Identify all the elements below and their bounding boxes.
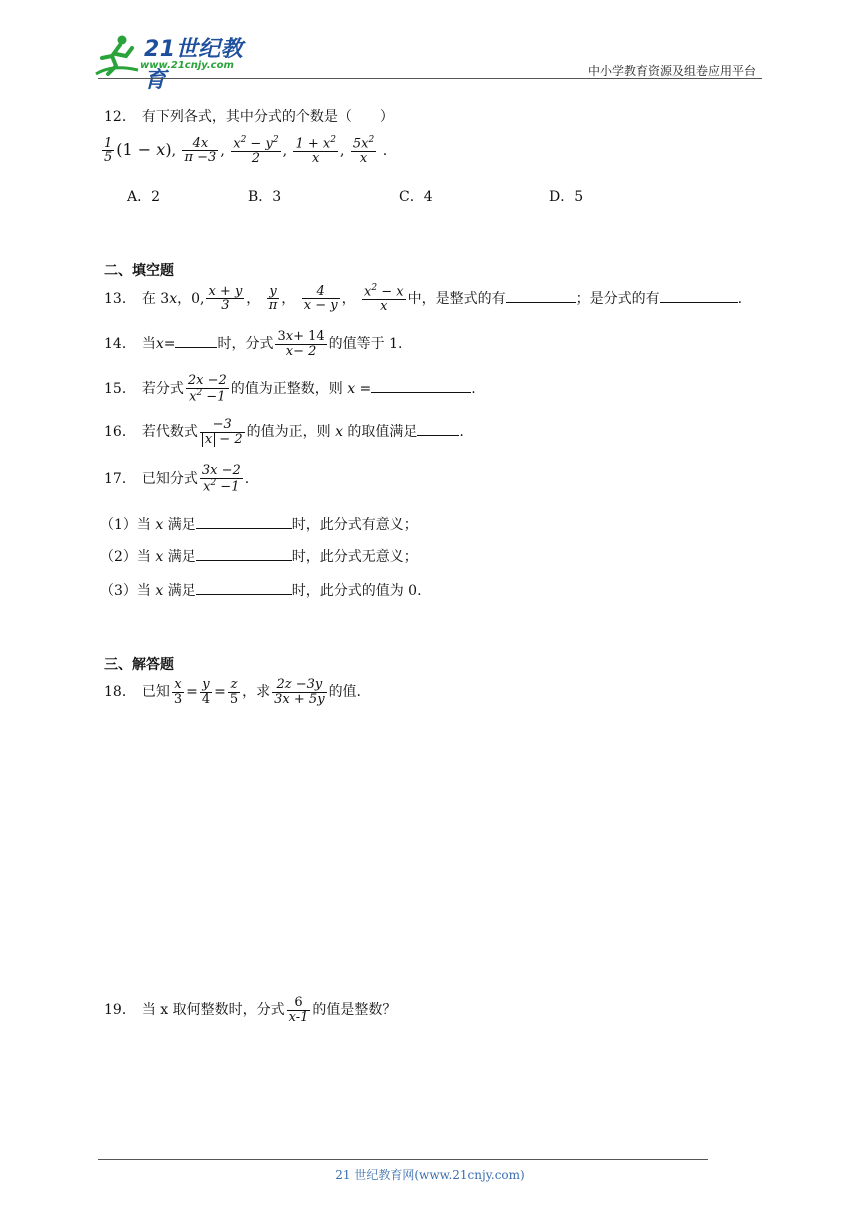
question-16: 16． 若代数式 $\frac{-3}{x - 2}$ 的值为正，则 x 的取值满足 . [104, 417, 464, 447]
answer-blank [371, 380, 471, 393]
answer-blank [506, 290, 576, 303]
question-number: 12． [104, 109, 136, 125]
question-17-part-1: （1）当 x 满足 时，此分式有意义； [100, 517, 418, 533]
question-12 [104, 106, 394, 126]
answer-blank [417, 423, 459, 436]
question-13: 13． 在 3x，0, $\frac{x + y}{3}$ ， $\frac{y}{\pi}$ ， $\frac{4}{x - y}$ ， $\frac{x^2 - x}{x}$ 中，是整式的有 ；是分式的有 . [104, 283, 743, 314]
question-14: 14． 当x= 时，分式 $\frac{3x+ 14}{x- 2}$ 的值等于 1. [104, 329, 403, 359]
option-a: A．2 [127, 189, 161, 205]
answer-blank [175, 335, 217, 348]
section-fill-in: 二、填空题 [104, 263, 174, 279]
question-19: 19． 当 x 取何整数时，分式 $\frac{6}{x-1}$ 的值是整数？ [104, 995, 397, 1025]
question-15: 15． 若分式 $\frac{2x -2}{x^2 -1}$ 的值为正整数，则 x = . [104, 373, 476, 404]
header-title: 中小学教育资源及组卷应用平台 [587, 64, 756, 78]
answer-blank [196, 516, 292, 529]
answer-blank [660, 290, 738, 303]
answer-blank [196, 548, 292, 561]
section-solutions: 三、解答题 [104, 657, 174, 673]
question-17-part-2: （2）当 x 满足 时，此分式无意义； [100, 549, 418, 565]
answer-blank [196, 582, 292, 595]
logo-text: 21世纪教育 [144, 37, 244, 93]
option-b: B．3 [248, 189, 282, 205]
question-17-part-3: （3）当 x 满足 时，此分式的值为 0. [100, 583, 422, 599]
question-stem: 有下列各式，其中分式的个数是（ ） [141, 109, 394, 125]
question-17: 17． 已知分式 $\frac{3x -2}{x^2 -1}$ . [104, 463, 250, 494]
question-18: 18． 已知 $\frac{x}{3}$ = $\frac{y}{4}$ = $\frac{z}{5}$ ，求 $\frac{2z -3y}{3x + 5y}$ 的值. [104, 677, 362, 707]
question-12-expressions: $\frac{1}{5}$ (1 − x), $\frac{4x}{\pi -3}$ , $\frac{x^2 - y^2}{2}$ , $\frac{1 + x^2}{x}$ , $\frac{5x^2}{x}$ . [104, 135, 388, 166]
header-divider [98, 78, 762, 79]
runner-logo-icon [92, 34, 142, 78]
logo-url: www.21cnjy.com [140, 60, 234, 71]
footer-divider [98, 1159, 708, 1160]
option-d: D．5 [549, 189, 584, 205]
footer-text: 21 世纪教育网(www.21cnjy.com) [335, 1168, 525, 1182]
site-logo [92, 34, 262, 93]
option-c: C．4 [399, 189, 433, 205]
